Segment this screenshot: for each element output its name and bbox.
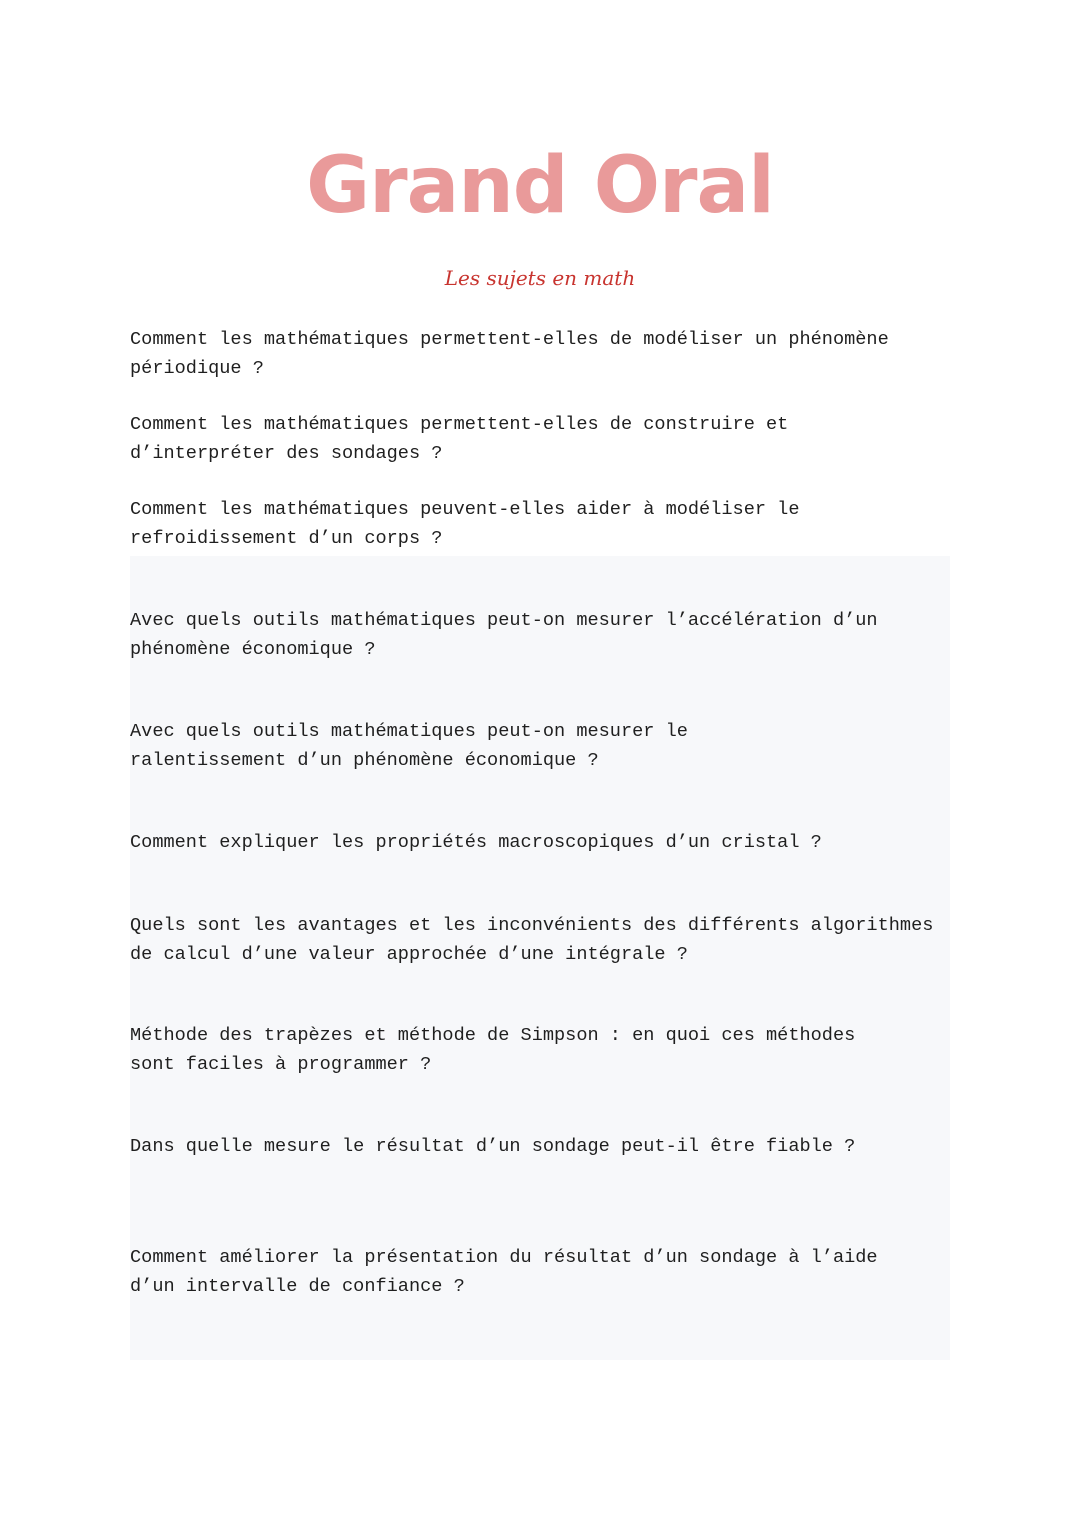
question-item: Comment les mathématiques permettent-elles de modéliser un phénomène périodique ?: [130, 329, 889, 379]
page-title: Grand Oral: [306, 141, 774, 231]
page-subtitle: Les sujets en math: [444, 266, 636, 290]
question-item: Dans quelle mesure le résultat d’un sondage peut-il être fiable ?: [130, 1136, 856, 1157]
question-item: Avec quels outils mathématiques peut-on mesurer le ralentissement d’un phénomène économique ?: [130, 721, 688, 771]
question-item: Comment les mathématiques peuvent-elles aider à modéliser le refroidissement d’un corps ?: [130, 499, 800, 549]
question-item: Comment améliorer la présentation du résultat d’un sondage à l’aide d’un intervalle de confiance ?: [130, 1247, 878, 1297]
question-item: Avec quels outils mathématiques peut-on mesurer l’accélération d’un phénomène économique ?: [130, 610, 878, 660]
question-item: Quels sont les avantages et les inconvénients des différents algorithmes de calcul d’une valeur approchée d’une intégrale ?: [130, 915, 934, 965]
question-item: Méthode des trapèzes et méthode de Simpson : en quoi ces méthodes sont faciles à programmer ?: [130, 1025, 856, 1075]
question-item: Comment expliquer les propriétés macroscopiques d’un cristal ?: [130, 832, 822, 853]
question-item: Comment les mathématiques permettent-elles de construire et d’interpréter des sondages ?: [130, 414, 789, 464]
